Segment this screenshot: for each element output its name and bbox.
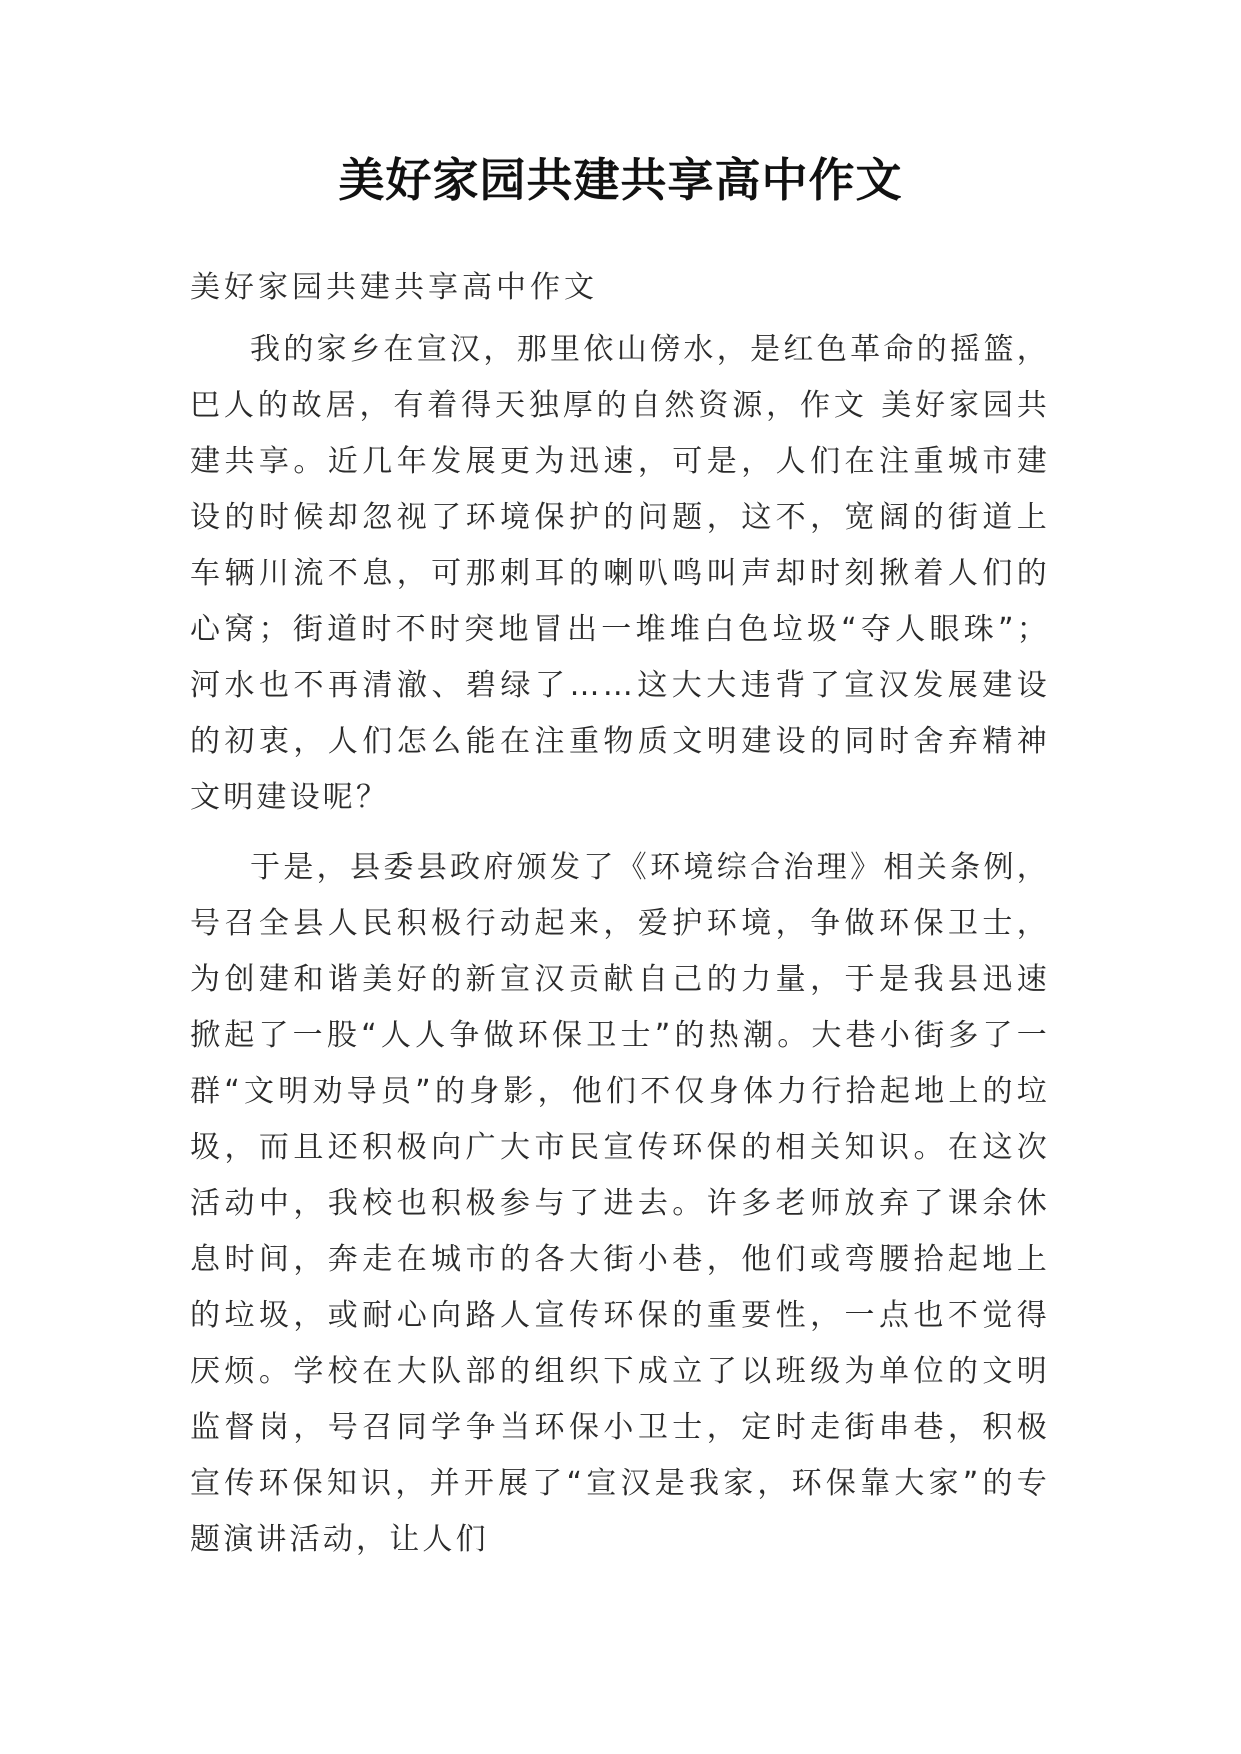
- paragraph-1: 我的家乡在宣汉，那里依山傍水，是红色革命的摇篮，巴人的故居，有着得天独厚的自然资源，作文 美好家园共建共享。近几年发展更为迅速，可是，人们在注重城市建设的时候却忽视了环境保护的问题，这不，宽阔的街道上车辆川流不息，可那刺耳的喇叭鸣叫声却时刻揪着人们的心窝；街道时不时突地冒出一堆堆白色垃圾“夺人眼珠”；河水也不再清澈、碧绿了……这大大违背了宣汉发展建设的初衷，人们怎么能在注重物质文明建设的同时舍弃精神文明建设呢？: [190, 332, 1050, 815]
- paragraph-2: 于是，县委县政府颁发了《环境综合治理》相关条例，号召全县人民积极行动起来，爱护环境，争做环保卫士，为创建和谐美好的新宣汉贡献自己的力量，于是我县迅速掀起了一股“人人争做环保卫士”的热潮。大巷小街多了一群“文明劝导员”的身影，他们不仅身体力行拾起地上的垃圾，而且还积极向广大市民宣传环保的相关知识。在这次活动中，我校也积极参与了进去。许多老师放弃了课余休息时间，奔走在城市的各大街小巷，他们或弯腰拾起地上的垃圾，或耐心向路人宣传环保的重要性，一点也不觉得厌烦。学校在大队部的组织下成立了以班级为单位的文明监督岗，号召同学争当环保小卫士，定时走街串巷，积极宣传环保知识，并开展了“宣汉是我家，环保靠大家”的专题演讲活动，让人们: [190, 850, 1050, 1557]
- document-body: [190, 260, 1050, 1582]
- document-subtitle: 美好家园共建共享高中作文: [190, 270, 598, 305]
- document-title: 美好家园共建共享高中作文: [338, 153, 903, 207]
